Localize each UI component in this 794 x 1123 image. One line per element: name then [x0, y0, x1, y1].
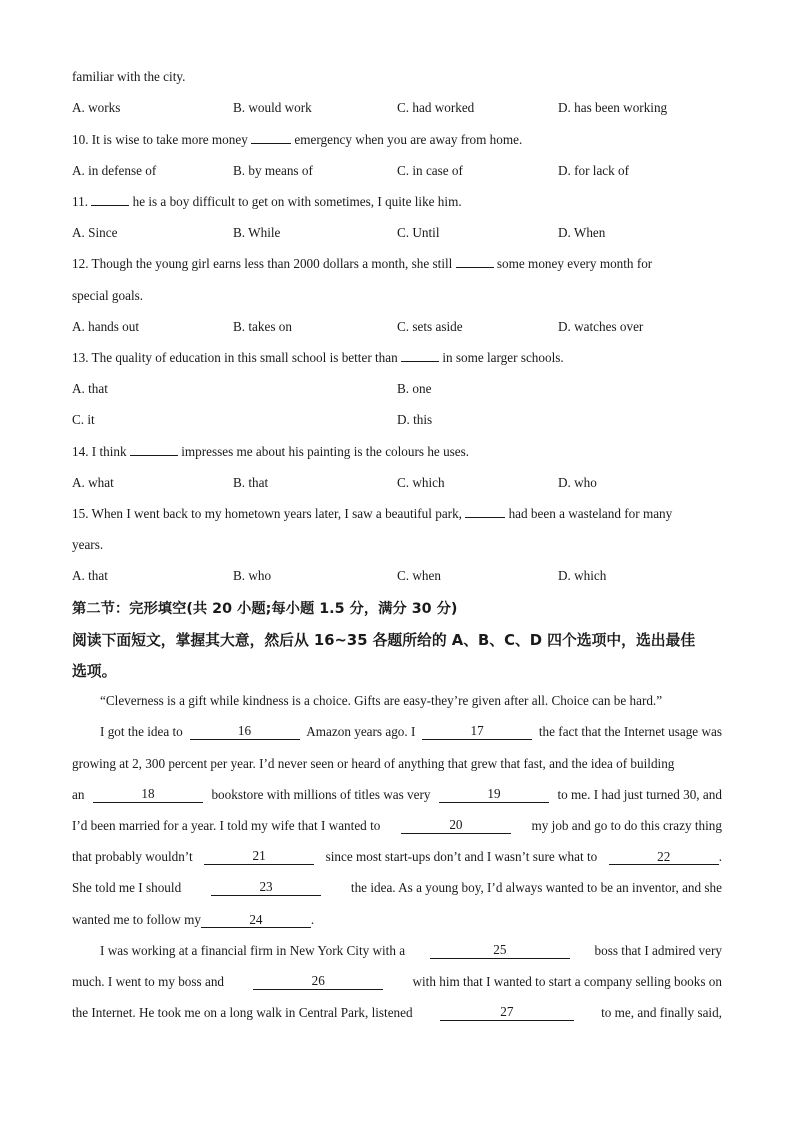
q15-option-b[interactable]: B. who — [233, 568, 272, 583]
blank-18[interactable]: 18 — [93, 787, 203, 803]
blank-27[interactable]: 27 — [440, 1005, 574, 1021]
passage-p2-line: much. I went to my boss and 26 with him that I wanted to start a company selling books on — [72, 973, 722, 989]
blank-17[interactable]: 17 — [422, 724, 532, 740]
answer-blank — [456, 267, 494, 268]
answer-blank — [401, 361, 439, 362]
q15-option-a[interactable]: A. that — [72, 568, 108, 583]
blank-25[interactable]: 25 — [430, 943, 570, 959]
blank-26[interactable]: 26 — [253, 974, 383, 990]
q11-option-d[interactable]: D. When — [558, 225, 606, 240]
q10-option-d[interactable]: D. for lack of — [558, 163, 630, 178]
q14-option-b[interactable]: B. that — [233, 475, 269, 490]
passage-p1-line: wanted me to follow my 24 . — [72, 912, 315, 927]
answer-blank — [465, 517, 505, 518]
q12-continuation: special goals. — [72, 288, 144, 303]
q11-option-c[interactable]: C. Until — [397, 225, 440, 240]
q13-option-b[interactable]: B. one — [397, 381, 432, 396]
section-title: 第二节：完形填空(共 20 小题;每小题 1.5 分，满分 30 分) — [72, 601, 458, 617]
answer-blank — [130, 455, 178, 456]
q15-stem: 15. When I went back to my hometown years later, I saw a beautiful park, had been a wasteland for many — [72, 506, 673, 521]
q9-option-b[interactable]: B. would work — [233, 100, 312, 115]
section-instruction-cont: 选项。 — [72, 663, 117, 680]
q10-option-c[interactable]: C. in case of — [397, 163, 463, 178]
blank-24[interactable]: 24 — [201, 913, 311, 928]
passage-quote: “Cleverness is a gift while kindness is a choice. Gifts are easy-they’re given after all. Choice can be hard.” — [100, 693, 663, 708]
section-instruction: 阅读下面短文，掌握其大意，然后从 16~35 各题所给的 A、B、C、D 四个选项中，选出最佳 — [72, 632, 696, 649]
passage-p1-line: She told me I should 23 the idea. As a young boy, I’d always wanted to be an inventor, and she — [72, 879, 722, 895]
blank-20[interactable]: 20 — [401, 818, 511, 834]
q14-option-c[interactable]: C. which — [397, 475, 445, 490]
q11-option-b[interactable]: B. While — [233, 225, 281, 240]
q12-option-d[interactable]: D. watches over — [558, 319, 644, 334]
q10-option-b[interactable]: B. by means of — [233, 163, 313, 178]
q10-option-a[interactable]: A. in defense of — [72, 163, 157, 178]
q9-option-a[interactable]: A. works — [72, 100, 121, 115]
q10-stem: 10. It is wise to take more money emergency when you are away from home. — [72, 132, 523, 147]
passage-p1-line: growing at 2, 300 percent per year. I’d never seen or heard of anything that grew that fast, and the idea of building — [72, 756, 675, 771]
blank-22[interactable]: 22 — [609, 850, 719, 865]
q15-option-c[interactable]: C. when — [397, 568, 441, 583]
q12-stem: 12. Though the young girl earns less than 2000 dollars a month, she still some money every month for — [72, 256, 653, 271]
q11-stem: 11. he is a boy difficult to get on with sometimes, I quite like him. — [72, 194, 462, 209]
passage-p1-line: I got the idea to 16 Amazon years ago. I 17 the fact that the Internet usage was — [100, 723, 722, 739]
q15-option-d[interactable]: D. which — [558, 568, 607, 583]
blank-16[interactable]: 16 — [190, 724, 300, 740]
blank-23[interactable]: 23 — [211, 880, 321, 896]
q14-option-d[interactable]: D. who — [558, 475, 597, 490]
q13-option-a[interactable]: A. that — [72, 381, 108, 396]
blank-19[interactable]: 19 — [439, 787, 549, 803]
q13-option-d[interactable]: D. this — [397, 412, 433, 427]
q13-option-c[interactable]: C. it — [72, 412, 95, 427]
q14-option-a[interactable]: A. what — [72, 475, 114, 490]
passage-p2-line: the Internet. He took me on a long walk in Central Park, listened 27 to me, and finally said, — [72, 1004, 722, 1020]
passage-p1-line: an 18 bookstore with millions of titles was very 19 to me. I had just turned 30, and — [72, 786, 722, 802]
passage-p2-line: I was working at a financial firm in New York City with a 25 boss that I admired very — [100, 942, 722, 958]
blank-21[interactable]: 21 — [204, 849, 314, 865]
q11-option-a[interactable]: A. Since — [72, 225, 118, 240]
q15-continuation: years. — [72, 537, 104, 552]
q9-option-c[interactable]: C. had worked — [397, 100, 475, 115]
q12-option-a[interactable]: A. hands out — [72, 319, 140, 334]
q12-option-b[interactable]: B. takes on — [233, 319, 292, 334]
answer-blank — [251, 143, 291, 144]
q9-option-d[interactable]: D. has been working — [558, 100, 668, 115]
q12-option-c[interactable]: C. sets aside — [397, 319, 463, 334]
q14-stem: 14. I think impresses me about his painting is the colours he uses. — [72, 444, 470, 459]
answer-blank — [91, 205, 129, 206]
passage-p1-line: that probably wouldn’t 21 since most start-ups don’t and I wasn’t sure what to 22 . — [72, 848, 722, 864]
q9-continuation: familiar with the city. — [72, 69, 186, 84]
q13-stem: 13. The quality of education in this small school is better than in some larger schools. — [72, 350, 564, 365]
passage-p1-line: I’d been married for a year. I told my wife that I wanted to 20 my job and go to do this crazy thing — [72, 817, 722, 833]
